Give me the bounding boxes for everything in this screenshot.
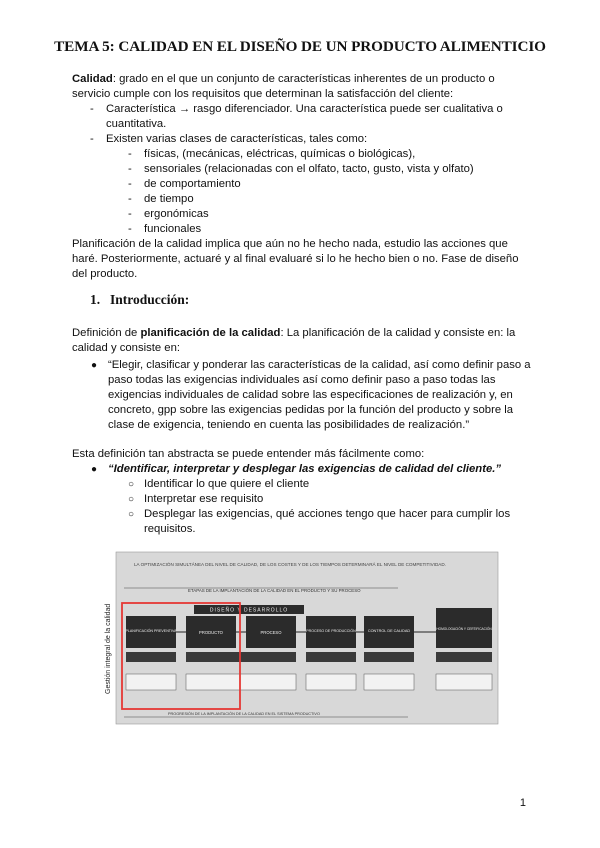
sub-item: - físicas, (mecánicas, eléctricas, químicas o biológicas), <box>128 148 416 160</box>
planning-definition: Definición de planificación de la calidad: La planificación de la calidad y consiste en: la calidad y consiste en: <box>72 327 516 354</box>
svg-text:PLANIFICACIÓN PREVENTIVA: PLANIFICACIÓN PREVENTIVA <box>125 629 177 633</box>
sub-item: - de tiempo <box>128 193 194 205</box>
planning-paragraph: Planificación de la calidad implica que aún no he hecho nada, estudio las acciones que haré. Posteriormente, actuaré y al final evaluaré si lo he hecho bien o no. Fase de diseño del producto. <box>72 238 519 280</box>
abstract-intro: Esta definición tan abstracta se puede entender más fácilmente como: <box>72 448 425 460</box>
page-number: 1 <box>519 797 526 809</box>
term-calidad: Calidad <box>72 73 113 85</box>
quote-bullet: ● “Elegir, clasificar y ponderar las características de la calidad, así como definir paso a paso todas las exigencias individuales así como definir paso a paso todas las exigencias individuales de calidad sobre las especificaciones de realización y, en concreto, gpp sobre las exigencias pedidas por la función del producto y sobre la clase de exigencia, teniendo en cuenta las posibilidades de realización.” <box>91 359 531 431</box>
step-item: ○ Identificar lo que quiere el cliente <box>128 478 310 490</box>
section1-body <box>72 326 532 537</box>
quality-process-diagram <box>98 544 502 728</box>
diagram-top-caption: LA OPTIMIZACIÓN SIMULTÁNEA DEL NIVEL DE CALIDAD, DE LOS COSTES Y DE LOS TIEMPOS DETERMINARÁ EL NIVEL DE COMPETITIVIDAD. <box>134 562 446 567</box>
sub-item: - sensoriales (relacionadas con el olfato, tacto, gusto, vista y olfato) <box>128 163 474 175</box>
sub-item: - ergonómicas <box>128 208 209 220</box>
section-heading: 1. Introducción: <box>90 292 190 307</box>
dash-item: - Característica → rasgo diferenciador. Una característica puede ser cualitativa o cuantitativa. <box>90 103 503 130</box>
group-header: DISEÑO Y DESARROLLO <box>209 607 289 614</box>
dash-item: - Existen varias clases de características, tales como: <box>90 133 368 145</box>
svg-text:PROCESO: PROCESO <box>260 630 282 635</box>
step-item: ○ Interpretar ese requisito <box>128 493 264 505</box>
svg-text:PROCESO DE PRODUCCIÓN: PROCESO DE PRODUCCIÓN <box>306 629 356 633</box>
intro-section <box>72 72 532 282</box>
svg-text:PRODUCTO: PRODUCTO <box>199 630 223 635</box>
side-label: Gestión integral de la calidad <box>105 603 112 694</box>
sub-item: - funcionales <box>128 223 202 235</box>
diagram-bottom-caption: PROGRESIÓN DE LA IMPLANTACIÓN DE LA CALIDAD EN EL SISTEMA PRODUCTIVO <box>168 712 320 716</box>
svg-text:CONTROL DE CALIDAD: CONTROL DE CALIDAD <box>367 629 411 633</box>
svg-text:HOMOLOGACIÓN Y CERTIFICACIÓN: HOMOLOGACIÓN Y CERTIFICACIÓN <box>436 627 492 631</box>
quality-definition: Calidad: grado en el que un conjunto de características inherentes de un producto o servicio cumple con los requisitos que determinan la satisfacción del cliente: <box>72 73 495 100</box>
document-title: TEMA 5: CALIDAD EN EL DISEÑO DE UN PRODUCTO ALIMENTICIO <box>54 38 546 55</box>
step-item: ○ Desplegar las exigencias, qué acciones tengo que hacer para cumplir los requisitos. <box>128 508 511 535</box>
sub-item: - de comportamiento <box>128 178 241 190</box>
diagram-stage-caption: ETAPAS DE LA IMPLANTACIÓN DE LA CALIDAD EN EL PRODUCTO Y SU PROCESO <box>188 588 361 593</box>
key-quote-bullet: ● “Identificar, interpretar y desplegar las exigencias de calidad del cliente.” <box>91 463 502 475</box>
